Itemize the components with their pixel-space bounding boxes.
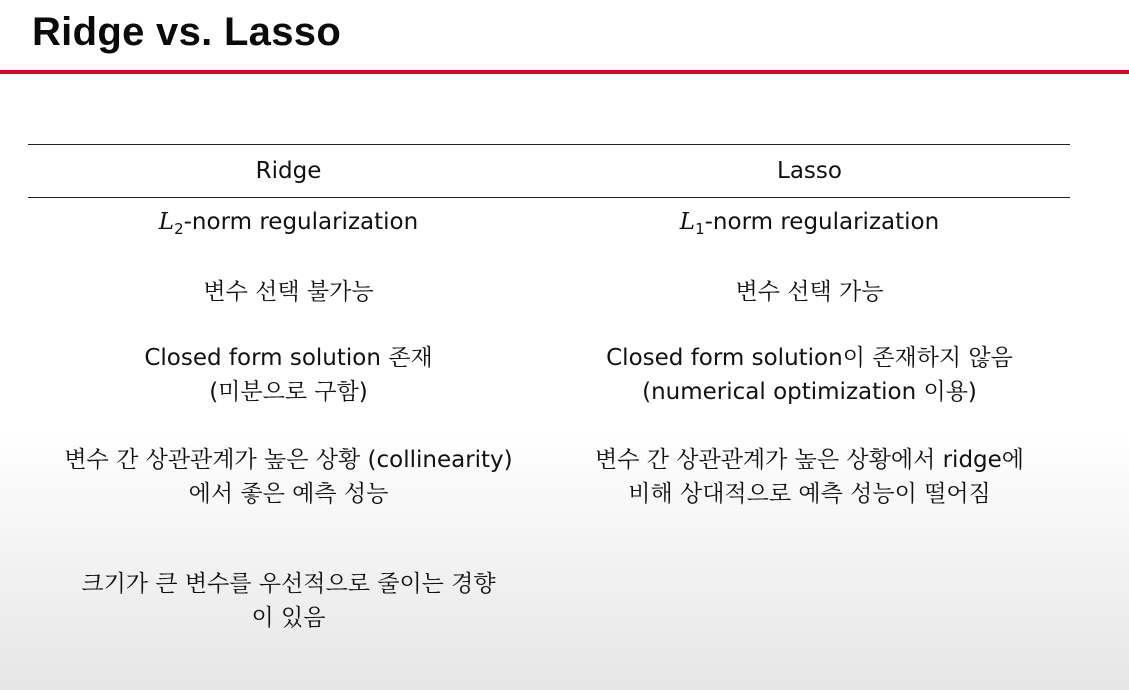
ridge-regularization-cell (28, 202, 549, 272)
lasso-collinearity-cell (549, 440, 1070, 564)
lasso-variable-selection-cell (549, 272, 1070, 338)
table-header-row (28, 145, 1070, 197)
title-underline (0, 70, 1129, 74)
ridge-collinearity-line2: 에서 좋은 예측 성능 (188, 481, 389, 507)
ridge-variable-selection-cell (28, 272, 549, 338)
ridge-variable-selection-text: 변수 선택 불가능 (203, 279, 374, 305)
table-row-shrinkage (28, 564, 1070, 644)
lasso-collinearity-line1: 변수 간 상관관계가 높은 상황에서 ridge에 (594, 447, 1025, 473)
header-ridge: Ridge (255, 158, 322, 184)
ridge-norm-subscript: 2 (174, 220, 184, 238)
ridge-norm-text: -norm regularization (183, 209, 419, 235)
ridge-closed-form-cell (28, 338, 549, 440)
ridge-closed-form-line2: (미분으로 구함) (209, 379, 368, 405)
table-row-variable-selection (28, 272, 1070, 338)
table-row-collinearity (28, 440, 1070, 564)
ridge-shrinkage-line2: 이 있음 (251, 605, 326, 631)
slide-title: Ridge vs. Lasso (32, 10, 342, 54)
table-row-closed-form (28, 338, 1070, 440)
ridge-closed-form-line1: Closed form solution 존재 (144, 345, 433, 371)
lasso-norm-symbol: L (679, 209, 696, 235)
ridge-shrinkage-cell (28, 564, 549, 644)
lasso-norm-text: -norm regularization (704, 209, 940, 235)
ridge-collinearity-line1: 변수 간 상관관계가 높은 상황 (collinearity) (64, 447, 513, 473)
ridge-shrinkage-line1: 크기가 큰 변수를 우선적으로 줄이는 경향 (81, 571, 496, 597)
comparison-table (28, 144, 1070, 644)
lasso-variable-selection-text: 변수 선택 가능 (735, 279, 884, 305)
lasso-closed-form-cell (549, 338, 1070, 440)
lasso-shrinkage-cell (549, 564, 1070, 644)
lasso-norm-subscript: 1 (695, 220, 705, 238)
ridge-norm-symbol: L (158, 209, 175, 235)
lasso-collinearity-line2: 비해 상대적으로 예측 성능이 떨어짐 (628, 481, 991, 507)
lasso-regularization-cell (549, 202, 1070, 272)
ridge-collinearity-cell (28, 440, 549, 564)
lasso-closed-form-line2: (numerical optimization 이용) (642, 379, 977, 405)
table-row-regularization (28, 198, 1070, 272)
lasso-closed-form-line1: Closed form solution이 존재하지 않음 (606, 345, 1013, 371)
header-lasso: Lasso (777, 158, 842, 184)
